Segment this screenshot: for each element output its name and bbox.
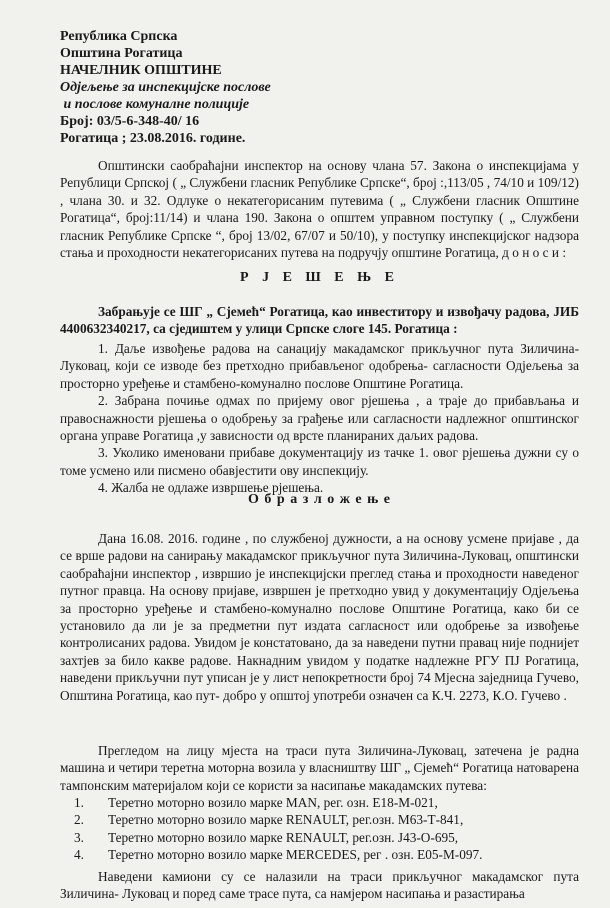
header-republic: Република Српска xyxy=(60,29,178,44)
decision-item: 2. Забрана почиње одмах по пријему овог рјешења , а траје до прибављања и правоснажности рјешења о одобрењу за грађење или сагласности надлежног општинског органа управе Рогатица ,у зависности од врсте планираних даљих радова. xyxy=(60,393,579,444)
header-date: Рогатица ; 23.08.2016. године. xyxy=(60,131,246,146)
intro-paragraph: Општински саобраћајни инспектор на основу члана 57. Закона о инспекцијама у Републици Српској ( „ Службени гласник Републике Српске“, број :,113/05 , 74/10 и 109/12) , члана 30. и 32. Одлуке о некатегорисаним путевима ( „ Службени гласник Општине Рогатица“, број:11/14) и члана 190. Закона о општем управном поступку ( „ Службени гласник Републике Српске “, број 13/02, 67/07 и 50/10), у поступку инспекцијског надзора стања и проходности некатегорисаних путева на подручју општине Рогатица, д о н о с и : xyxy=(60,158,579,261)
list-item: 2. Теретно моторно возило марке RENAULT, рег.озн. М63-Т-841, xyxy=(74,812,464,828)
decision-items xyxy=(60,340,579,497)
list-item: 3. Теретно моторно возило марке RENAULT, рег.озн. Ј43-О-695, xyxy=(74,829,459,845)
reasoning-paragraph-3: Наведени камиони су се налазили на траси прикључног макадамског пута Зиличина- Луковац и поред саме трасе пута, са намјером насипања и разастирања xyxy=(60,869,579,902)
decision-lead: Забрањује се ШГ „ Сјемећ“ Рогатица, као инвеститору и извођачу радова, ЈИБ 4400632340217, са сједиштем у улици Српске слоге 145. Рогатица : xyxy=(60,304,579,337)
header-municipality: Општина Рогатица xyxy=(60,46,183,61)
header-department: Одјељење за инспекцијске послове xyxy=(60,80,271,95)
list-item: 1. Теретно моторно возило марке MAN, рег. озн. Е18-М-021, xyxy=(74,795,438,810)
decision-title: Р Ј Е Ш Е Њ Е xyxy=(240,270,399,285)
list-item: 4. Теретно моторно возило марке MERCEDES, рег . озн. Е05-М-097. xyxy=(74,847,483,863)
header-department-2: и послове комуналне полиције xyxy=(60,97,250,112)
header-number: Број: 03/5-6-348-40/ 16 xyxy=(60,114,200,129)
reasoning-paragraph-2: Прегледом на лицу мјеста на траси пута Зиличина-Луковац, затечена је радна машина и четири теретна моторна возила у власништву ШГ „ Сјемећ“ Рогатица натоварена тампонским материјалом који се користи за насипање макадамских путева: xyxy=(60,743,579,793)
decision-item: 3. Уколико именовани прибаве документацију из тачке 1. овог рјешења дужни су о томе усмено или писмено обавјестити ову инспекцију. xyxy=(60,445,579,478)
document-header xyxy=(60,28,271,147)
vehicle-list xyxy=(74,794,483,864)
reasoning-title: О б р а з л о ж е њ е xyxy=(248,492,391,507)
reasoning-paragraph-1: Дана 16.08. 2016. године , по службеној дужности, а на основу усмене пријаве , да се врше радови на санирању макадамског прикључног пута Зиличина-Луковац, општински саобраћајни инспектор , извршио је инспекцијски преглед стања и проходности наведеног путног правца. На основу пријаве, извршен је претходно увид у документацију Одјељења за просторно уређење и стамбено-комунално послове Општине Рогатица, како би се установило да ли је за предметни пут издата сагласност или одобрење за извођење контролисаних радова. Увидом је констатовано, да за наведени путни правац није поднијет захтјев за било какве радове. Накнадним увидом у податке надлежне РГУ ПЈ Рогатица, наведени прикључни пут уписан је у лист непокретности број 74 Мјесна заједница Гучево, Општина Рогатица, као пут- добро у општој употреби означен са К.Ч. 2273, К.О. Гучево . xyxy=(60,531,579,703)
decision-item: 4. Жалба не одлаже извршење рјешења. xyxy=(98,480,324,496)
decision-item: 1. Даље извођење радова на санацију макадамског прикључног пута Зиличина-Луковац, који се изводе без претходно прибављеног одобрења- сагласности Одјељења за просторно уређење и стамбено-комунално послове Општине Рогатица. xyxy=(60,341,579,391)
header-mayor: НАЧЕЛНИК ОПШТИНЕ xyxy=(60,63,222,78)
